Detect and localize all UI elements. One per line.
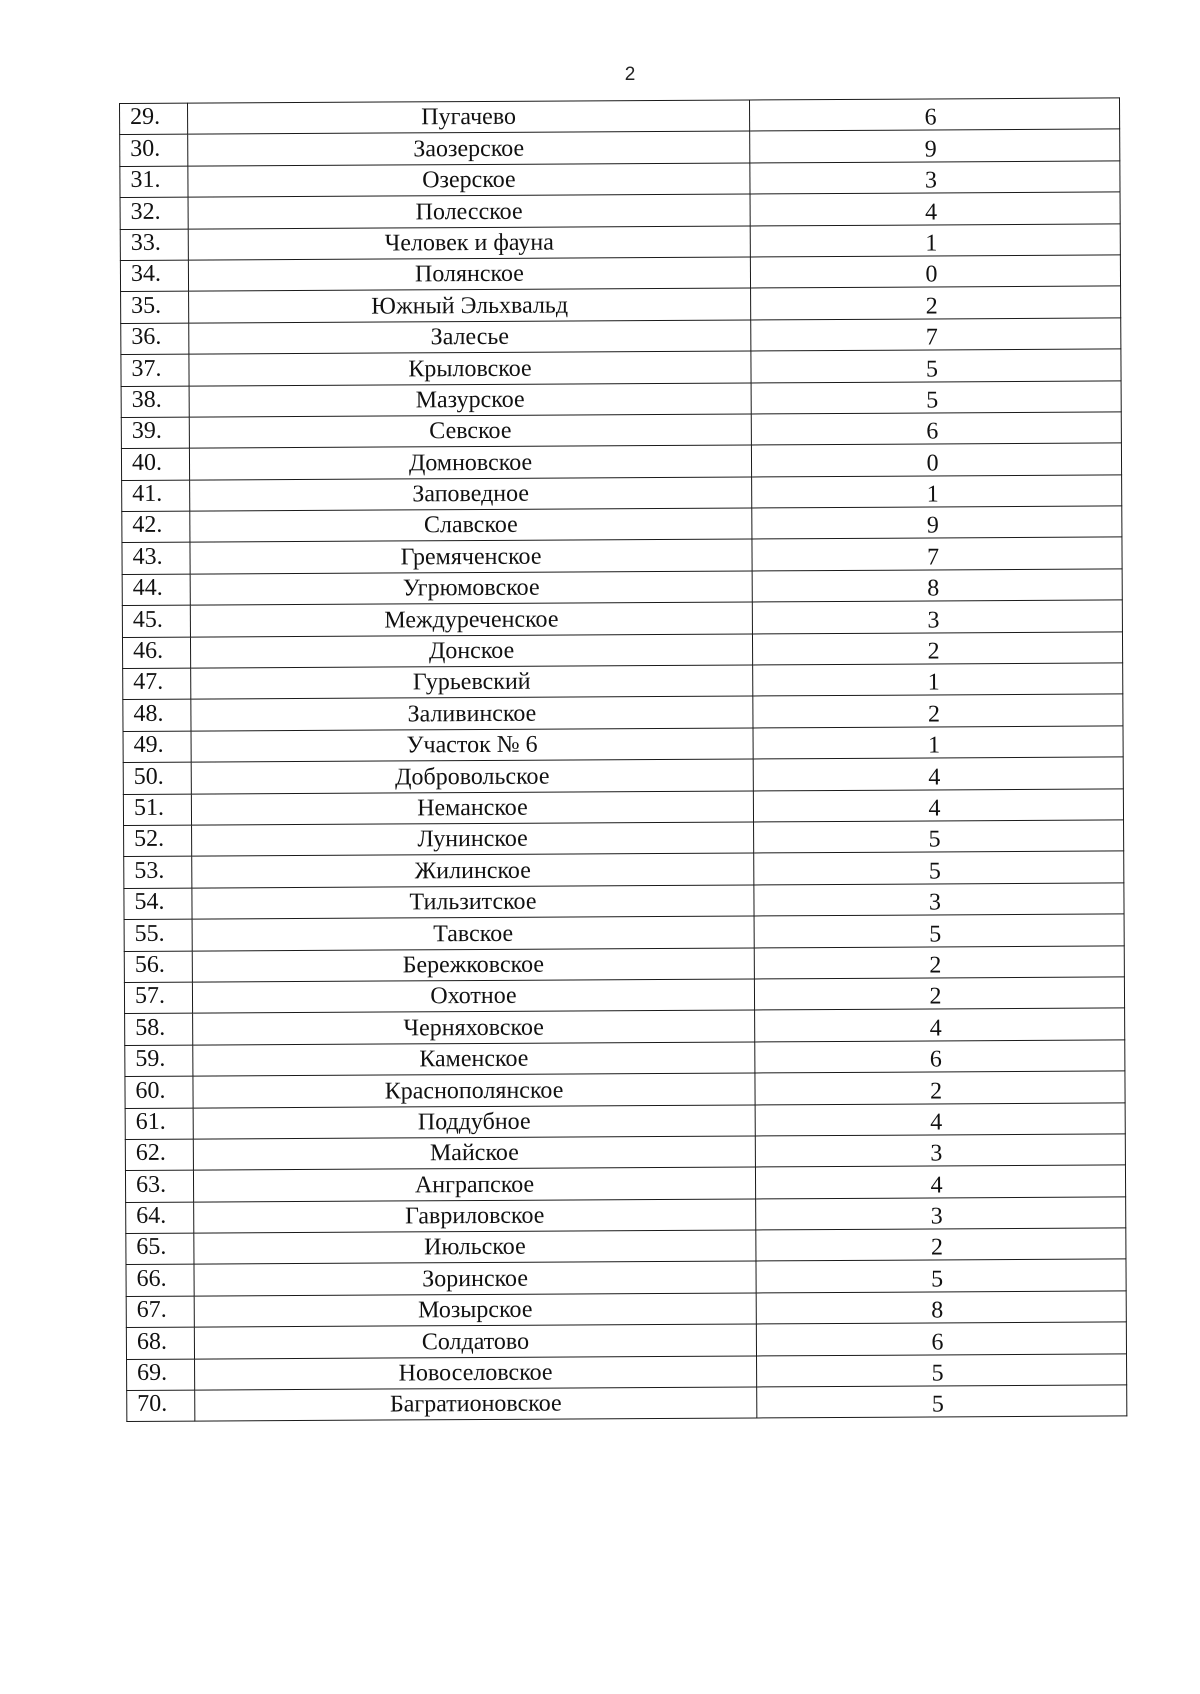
row-name: Севское [189,414,751,449]
row-value: 5 [754,914,1124,947]
row-name: Заливинское [191,696,753,731]
row-name: Анграпское [193,1167,755,1202]
row-value: 5 [754,851,1124,884]
row-name: Мозырское [194,1293,756,1328]
row-number: 67. [126,1296,194,1328]
row-value: 4 [755,1008,1125,1041]
row-name: Тильзитское [192,885,754,920]
row-value: 2 [754,977,1124,1010]
row-value: 2 [753,694,1123,727]
row-value: 5 [757,1354,1127,1387]
row-name: Мазурское [189,382,751,417]
row-name: Заповедное [190,477,752,512]
row-name: Донское [190,634,752,669]
row-value: 4 [755,1165,1125,1198]
row-name: Каменское [193,1042,755,1077]
row-name: Жилинское [192,853,754,888]
row-number: 35. [121,291,189,323]
row-number: 53. [124,856,192,888]
row-value: 5 [751,349,1121,382]
row-number: 43. [122,543,190,575]
row-number: 50. [123,762,191,794]
row-number: 70. [127,1390,195,1422]
row-number: 62. [125,1139,193,1171]
row-number: 57. [124,982,192,1014]
row-value: 2 [755,1071,1125,1104]
row-number: 29. [120,103,188,135]
row-name: Новоселовское [195,1356,757,1391]
row-name: Багратионовское [195,1387,757,1422]
row-name: Междуреченское [190,602,752,637]
row-number: 37. [121,354,189,386]
row-number: 47. [123,668,191,700]
row-name: Участок № 6 [191,728,753,763]
row-number: 69. [127,1359,195,1391]
row-value: 5 [757,1385,1127,1418]
row-number: 56. [124,951,192,983]
row-value: 0 [750,255,1120,288]
row-name: Полесское [188,194,750,229]
row-number: 40. [121,448,189,480]
row-name: Охотное [192,979,754,1014]
row-name: Краснополянское [193,1073,755,1108]
row-value: 9 [750,129,1120,162]
row-number: 41. [122,480,190,512]
row-value: 4 [753,788,1123,821]
table-row [127,1385,1127,1422]
row-number: 55. [124,919,192,951]
row-name: Залесье [189,320,751,355]
row-name: Гавриловское [194,1199,756,1234]
row-number: 61. [125,1108,193,1140]
row-value: 8 [752,569,1122,602]
row-number: 68. [126,1327,194,1359]
row-name: Озерское [188,163,750,198]
page-number: 2 [624,64,636,85]
row-name: Крыловское [189,351,751,386]
row-number: 48. [123,700,191,732]
row-value: 1 [750,223,1120,256]
row-number: 33. [120,229,188,261]
row-value: 4 [753,757,1123,790]
row-name: Человек и фауна [188,226,750,261]
row-number: 54. [124,888,192,920]
row-value: 7 [752,537,1122,570]
row-name: Майское [193,1136,755,1171]
row-name: Неманское [191,791,753,826]
row-number: 44. [122,574,190,606]
row-number: 34. [120,260,188,292]
row-name: Домновское [189,445,751,480]
row-value: 5 [754,820,1124,853]
row-value: 3 [752,600,1122,633]
row-name: Южный Эльхвальд [189,288,751,323]
row-value: 1 [753,663,1123,696]
row-name: Полянское [188,257,750,292]
row-value: 4 [750,192,1120,225]
row-value: 2 [751,286,1121,319]
row-value: 3 [755,1134,1125,1167]
row-number: 36. [121,323,189,355]
row-value: 4 [755,1102,1125,1135]
row-value: 5 [756,1259,1126,1292]
row-number: 32. [120,197,188,229]
row-name: Пугачево [188,100,750,135]
row-number: 59. [125,1045,193,1077]
row-name: Гурьевский [191,665,753,700]
row-number: 31. [120,166,188,198]
row-value: 3 [754,883,1124,916]
row-number: 51. [123,794,191,826]
row-value: 3 [750,161,1120,194]
row-value: 6 [755,1040,1125,1073]
row-number: 46. [122,637,190,669]
row-name: Июльское [194,1230,756,1265]
row-number: 66. [126,1265,194,1297]
row-name: Лунинское [192,822,754,857]
row-value: 7 [751,318,1121,351]
row-name: Зоринское [194,1261,756,1296]
row-number: 49. [123,731,191,763]
row-number: 38. [121,386,189,418]
row-value: 0 [751,443,1121,476]
row-number: 64. [126,1202,194,1234]
row-number: 60. [125,1076,193,1108]
row-number: 39. [121,417,189,449]
row-number: 45. [122,605,190,637]
row-number: 65. [126,1233,194,1265]
row-name: Черняховское [193,1010,755,1045]
row-value: 8 [756,1291,1126,1324]
row-value: 6 [751,412,1121,445]
row-name: Поддубное [193,1104,755,1139]
row-value: 2 [752,632,1122,665]
row-name: Бережковское [192,948,754,983]
row-value: 6 [749,98,1119,131]
row-number: 30. [120,135,188,167]
row-name: Гремяченское [190,539,752,574]
row-name: Славское [190,508,752,543]
row-value: 9 [752,506,1122,539]
row-number: 63. [125,1170,193,1202]
row-value: 2 [756,1228,1126,1261]
row-name: Солдатово [194,1324,756,1359]
row-name: Тавское [192,916,754,951]
row-value: 2 [754,945,1124,978]
row-number: 52. [124,825,192,857]
row-number: 42. [122,511,190,543]
row-value: 6 [756,1322,1126,1355]
row-name: Угрюмовское [190,571,752,606]
row-value: 1 [752,475,1122,508]
row-value: 5 [751,380,1121,413]
table-body [120,98,1127,1422]
row-value: 1 [753,726,1123,759]
document-table [119,97,1126,1422]
row-value: 3 [756,1197,1126,1230]
row-name: Заозерское [188,131,750,166]
row-number: 58. [125,1013,193,1045]
row-name: Добровольское [191,759,753,794]
